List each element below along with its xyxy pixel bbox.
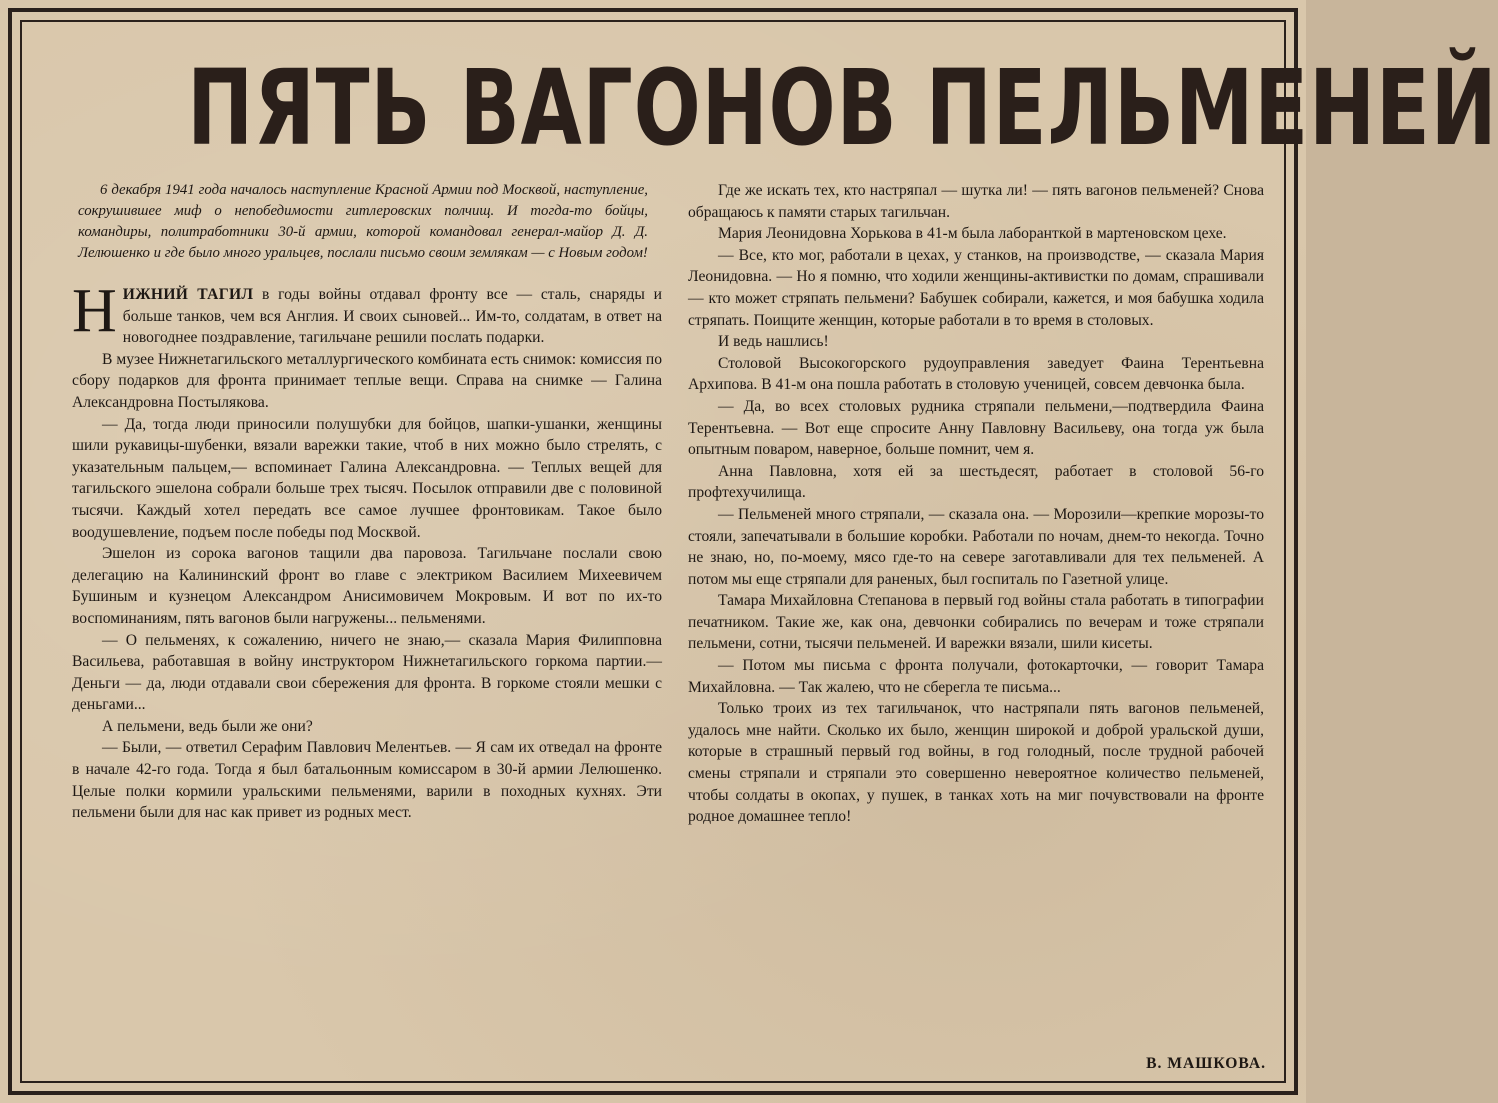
article-paragraph: — Все, кто мог, работали в цехах, у станков, на производстве, — сказала Мария Леонидовна. — Но я помню, что ходили женщины-активистки по домам, спрашивали— кто может стряпать пельмени? Бабушек собирали, кажется, и моя бабушка ходила стряпать. Поищите женщин, которые работали в то время в столовых. [688, 246, 1264, 329]
intro-city-caps: ИЖНИЙ ТАГИЛ [122, 286, 254, 303]
article-paragraph: Где же искать тех, кто настряпал — шутка ли! — пять вагонов пельменей? Снова обращаюсь к памяти старых тагильчан. [688, 182, 1264, 221]
article-paragraph: Эшелон из сорока вагонов тащили два паровоза. Тагильчане послали свою делегацию на Калининский фронт во главе с электриком Василием Михеевичем Бушиным и кузнецом Александром Анисимовичем Мокровым. И вот по их-то воспоминаниям, пять вагонов были нагружены... пельменями. [72, 545, 662, 627]
article-paragraph: — Да, во всех столовых рудника стряпали пельмени,—подтвердила Фаина Терентьевна. — Вот еще спросите Анну Павловну Васильеву, она тогда уж была опытным поваром, наверное, больше помнит, чем я. [688, 397, 1264, 459]
lead-paragraph: 6 декабря 1941 года началось наступление Красной Армии под Москвой, наступление, сокрушившее миф о непобедимости гитлеровских полчищ. И тогда-то бойцы, командиры, политработники 30-й армии, которой командовал генерал-майор Д. Д. Лелюшенко и где было много уральцев, послали письмо своим землякам — с Новым годом! [78, 182, 648, 261]
intro-text: в годы войны отдавал фронту все — сталь, снаряды и больше танков, чем вся Англия. И своих сыновей... Им-то, солдатам, в ответ на новогоднее поздравление, тагильчане решили послать подарки. [122, 286, 662, 347]
article-paragraph: Анна Павловна, хотя ей за шестьдесят, работает в столовой 56-го профтехучилища. [688, 462, 1264, 502]
article-paragraph: — Потом мы письма с фронта получали, фотокарточки, — говорит Тамара Михайловна. — Так жалею, что не сберегла те письма... [688, 657, 1264, 696]
article-paragraph: — О пельменях, к сожалению, ничего не знаю,— сказала Мария Филипповна Васильева, работавшая в войну инструктором Нижнетагильского горкома партии.—Деньги — да, люди отдавали свои сбережения для фронта. В горкоме стояли мешки с деньгами... [72, 631, 662, 714]
left-column [72, 180, 662, 824]
article-paragraph: А пельмени, ведь были же они? [102, 717, 313, 735]
article-paragraph: И ведь нашлись! [718, 333, 829, 351]
drop-cap: Н [72, 277, 117, 345]
intro-paragraph [72, 277, 662, 349]
article-paragraph: Только троих из тех тагильчанок, что настряпали пять вагонов пельменей, удалось мне найти. Сколько их было, женщин широкой и доброй уральской души, которые в страшный первый год войны, в год голодный, после трудной рабочей смены стряпали и стряпали это совершенно невероятное количество пельменей, чтобы солдаты в окопах, у пушек, в танках хоть на миг почувствовали на фронте родное домашнее тепло! [688, 700, 1264, 826]
article-paragraph: Столовой Высокогорского рудоуправления заведует Фаина Терентьевна Архипова. В 41-м она пошла работать в столовую ученицей, совсем девчонка была. [688, 354, 1264, 394]
article-paragraph: — Пельменей много стряпали, — сказала она. — Морозили—крепкие морозы-то стояли, запечатывали в большие коробки. Работали по ночам, днем-то некогда. Точно не знаю, но, по-моему, мясо где-то на севере заготавливали для тех пельменей. А потом мы еще стряпали для раненых, был госпиталь по Газетной улице. [688, 505, 1264, 588]
article-paragraph: — Да, тогда люди приносили полушубки для бойцов, шапки-ушанки, женщины шили рукавицы-шубенки, вязали варежки такие, чтоб в них можно было стрелять, с указательным пальцем,— вспоминает Галина Александровна. — Теплых вещей для тагильского эшелона собрали больше трех тысяч. Посылок отправили две с половиной тысячи. Каждый хотел передать все самое лучшее фронтовикам. Такое было воодушевление, подъем после победы под Москвой. [72, 415, 662, 541]
article-paragraph: — Были, — ответил Серафим Павлович Мелентьев. — Я сам их отведал на фронте в начале 42-го года. Тогда я был батальонным комиссаром в 30-й армии Лелюшенко. Целые полки кормили уральскими пельменями, варили в походных кухнях. Эти пельмени были для нас как привет из родных мест. [72, 739, 662, 822]
article-paragraph: Мария Леонидовна Хорькова в 41-м была лаборанткой в мартеновском цехе. [718, 225, 1227, 243]
article-paragraph: Тамара Михайловна Степанова в первый год войны стала работать в типографии печатником. Такие же, как она, девчонки собирались по вечерам и тоже стряпали пельмени, сотни, тысячи пельменей. И варежки вязали, шили кисеты. [688, 592, 1264, 653]
headline: ПЯТЬ ВАГОНОВ ПЕЛЬМЕНЕЙ [187, 47, 1498, 169]
right-column [688, 180, 1264, 828]
article-paragraph: В музее Нижнетагильского металлургического комбината есть снимок: комиссия по сбору подарков для фронта принимает теплые вещи. Справа на снимке — Галина Александровна Постылякова. [72, 350, 662, 411]
author-byline: В. МАШКОВА. [1146, 1055, 1266, 1072]
